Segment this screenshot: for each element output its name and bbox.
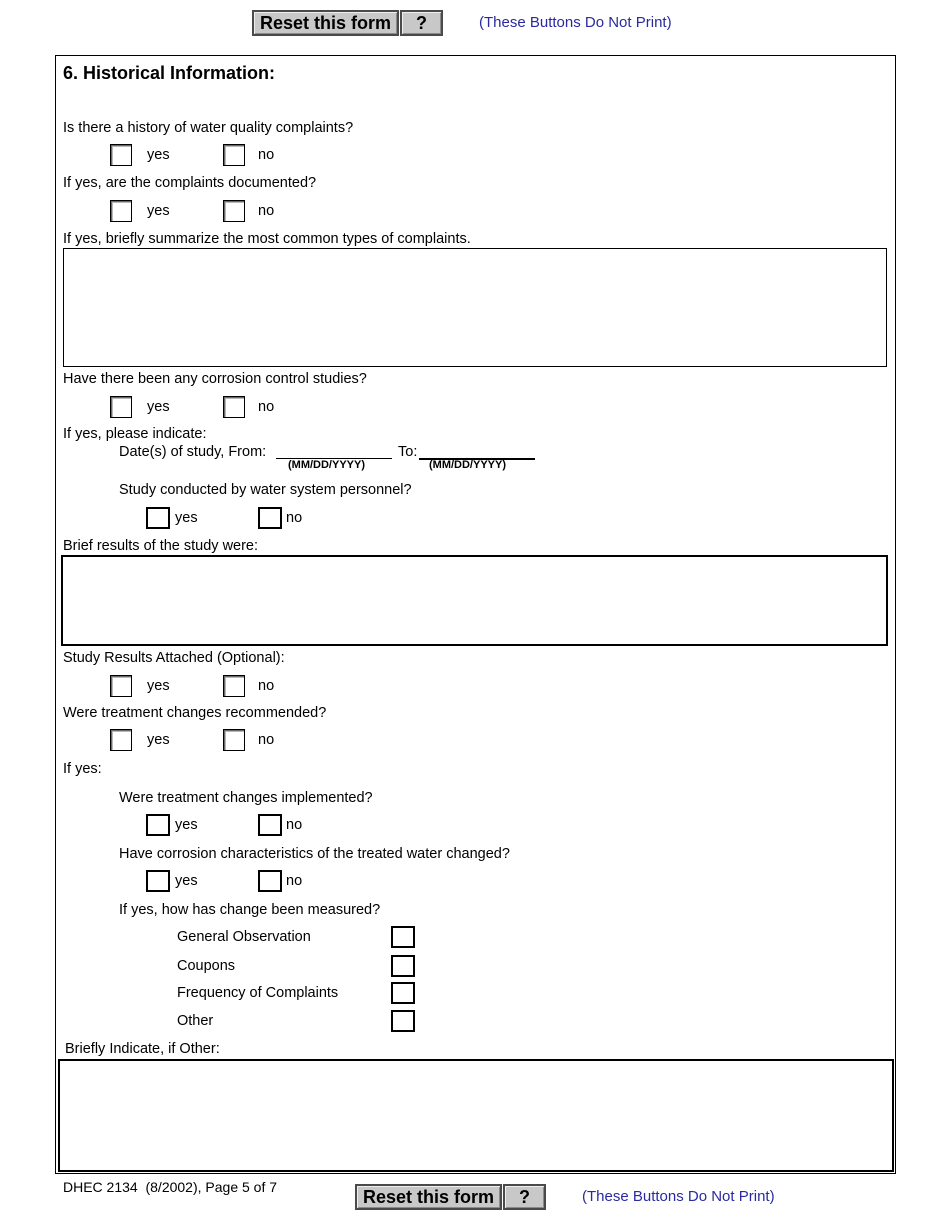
question-documented: If yes, are the complaints documented? <box>63 175 317 191</box>
if-yes-label: If yes: <box>63 761 102 777</box>
question-results-attached: Study Results Attached (Optional): <box>63 650 285 666</box>
option-coupons: Coupons <box>177 958 236 974</box>
question-conducted-by: Study conducted by water system personnel? <box>119 482 412 498</box>
no-label: no <box>286 817 303 833</box>
documented-no-checkbox[interactable] <box>223 200 245 222</box>
recommended-no-checkbox[interactable] <box>223 729 245 751</box>
implemented-no-checkbox[interactable] <box>258 814 282 836</box>
yes-label: yes <box>147 203 170 219</box>
studies-yes-checkbox[interactable] <box>110 396 132 418</box>
no-label: no <box>258 399 275 415</box>
no-label: no <box>258 147 275 163</box>
recommended-yes-checkbox[interactable] <box>110 729 132 751</box>
question-changes-recommended: Were treatment changes recommended? <box>63 705 327 721</box>
no-label: no <box>286 873 303 889</box>
no-label: no <box>258 732 275 748</box>
yes-label: yes <box>147 399 170 415</box>
yes-label: yes <box>147 678 170 694</box>
study-results-textarea[interactable] <box>61 555 888 646</box>
general-observation-checkbox[interactable] <box>391 926 415 948</box>
question-summarize: If yes, briefly summarize the most common types of complaints. <box>63 231 471 247</box>
conducted-no-checkbox[interactable] <box>258 507 282 529</box>
yes-label: yes <box>175 510 198 526</box>
briefly-other-label: Briefly Indicate, if Other: <box>65 1041 220 1057</box>
date-format-hint: (MM/DD/YYYY) <box>429 459 506 471</box>
other-description-textarea[interactable] <box>58 1059 894 1172</box>
yes-label: yes <box>175 873 198 889</box>
option-other: Other <box>177 1013 214 1029</box>
question-characteristics-changed: Have corrosion characteristics of the treated water changed? <box>119 846 510 862</box>
brief-results-label: Brief results of the study were: <box>63 538 259 554</box>
question-history: Is there a history of water quality complaints? <box>63 120 354 136</box>
date-format-hint: (MM/DD/YYYY) <box>288 459 365 471</box>
option-frequency-of-complaints: Frequency of Complaints <box>177 985 339 1001</box>
help-button[interactable]: ? <box>400 10 443 36</box>
question-how-measured: If yes, how has change been measured? <box>119 902 381 918</box>
no-label: no <box>258 678 275 694</box>
question-changes-implemented: Were treatment changes implemented? <box>119 790 373 806</box>
attached-yes-checkbox[interactable] <box>110 675 132 697</box>
studies-no-checkbox[interactable] <box>223 396 245 418</box>
reset-form-button-bottom[interactable]: Reset this form <box>355 1184 502 1210</box>
frequency-of-complaints-checkbox[interactable] <box>391 982 415 1004</box>
help-button-bottom[interactable]: ? <box>503 1184 546 1210</box>
characteristics-no-checkbox[interactable] <box>258 870 282 892</box>
documented-yes-checkbox[interactable] <box>110 200 132 222</box>
dates-label: Date(s) of study, From: <box>119 444 267 460</box>
to-label: To: <box>398 444 418 460</box>
no-label: no <box>286 510 303 526</box>
question-corrosion-studies: Have there been any corrosion control studies? <box>63 371 367 387</box>
yes-label: yes <box>147 732 170 748</box>
conducted-yes-checkbox[interactable] <box>146 507 170 529</box>
please-indicate-label: If yes, please indicate: <box>63 426 207 442</box>
history-yes-checkbox[interactable] <box>110 144 132 166</box>
no-label: no <box>258 203 275 219</box>
coupons-checkbox[interactable] <box>391 955 415 977</box>
form-footer-id: DHEC 2134 (8/2002), Page 5 of 7 <box>63 1179 278 1195</box>
yes-label: yes <box>147 147 170 163</box>
complaints-summary-textarea[interactable] <box>63 248 887 367</box>
yes-label: yes <box>175 817 198 833</box>
attached-no-checkbox[interactable] <box>223 675 245 697</box>
no-print-note-bottom: (These Buttons Do Not Print) <box>582 1188 775 1205</box>
section-title: 6. Historical Information: <box>63 63 276 83</box>
history-no-checkbox[interactable] <box>223 144 245 166</box>
reset-form-button[interactable]: Reset this form <box>252 10 399 36</box>
option-general-observation: General Observation <box>177 929 311 945</box>
characteristics-yes-checkbox[interactable] <box>146 870 170 892</box>
other-checkbox[interactable] <box>391 1010 415 1032</box>
implemented-yes-checkbox[interactable] <box>146 814 170 836</box>
no-print-note: (These Buttons Do Not Print) <box>479 14 672 31</box>
